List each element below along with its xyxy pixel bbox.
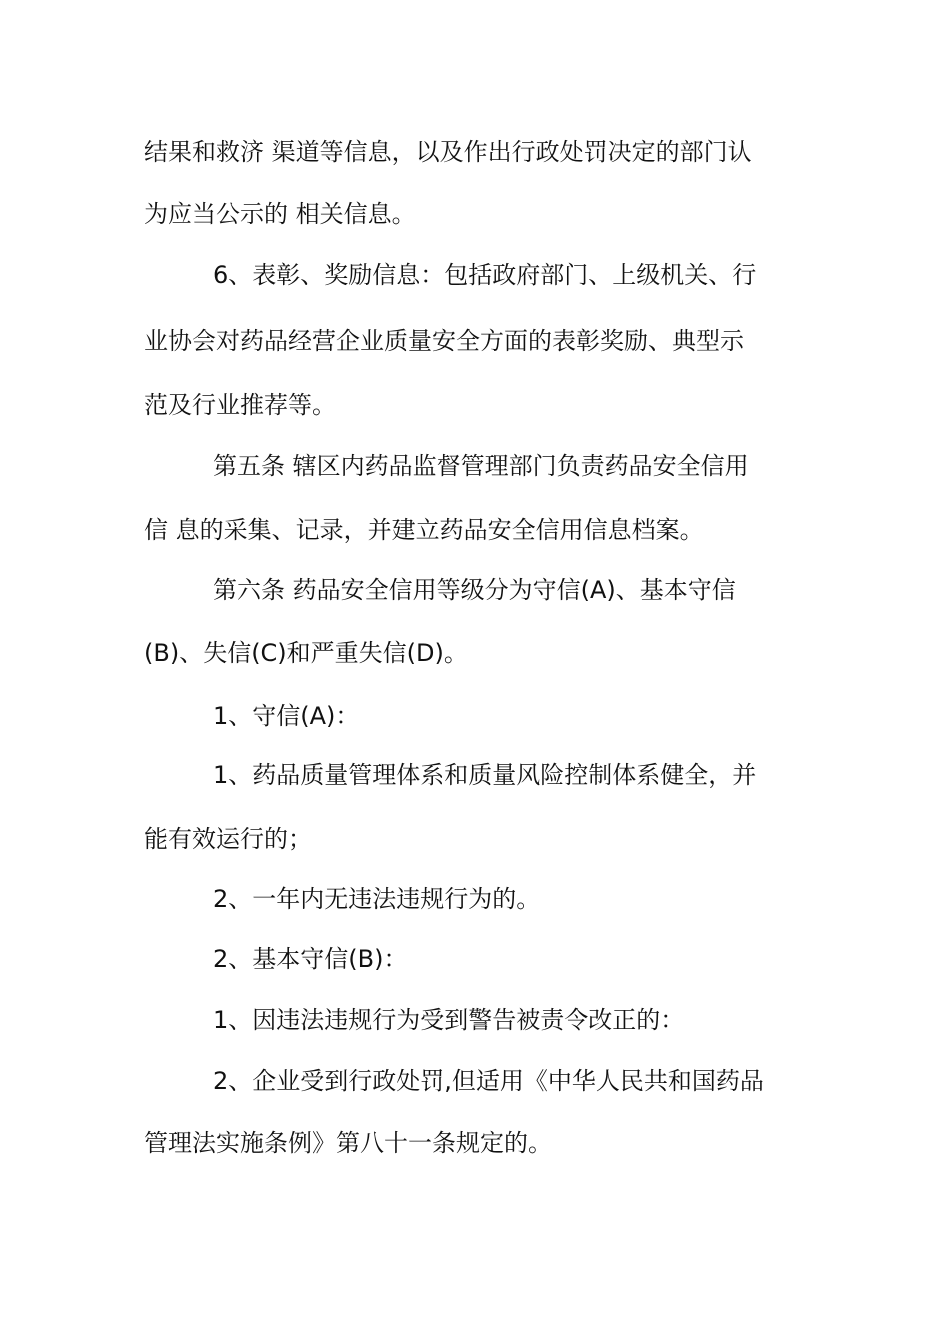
text-line: 业协会对药品经营企业质量安全方面的表彰奖励、典型示	[144, 327, 744, 355]
text-line: 范及行业推荐等。	[144, 391, 336, 419]
text-line: 2、一年内无违法违规行为的。	[213, 885, 541, 913]
text-line: 1、守信(A)：	[213, 702, 360, 730]
text-line: 结果和救济 渠道等信息，以及作出行政处罚决定的部门认	[144, 138, 752, 166]
text-line: 第五条 辖区内药品监督管理部门负责药品安全信用	[213, 452, 749, 480]
text-line: 信 息的采集、记录，并建立药品安全信用信息档案。	[144, 516, 704, 544]
text-line: (B)、失信(C)和严重失信(D)。	[144, 639, 468, 667]
text-line: 1、因违法违规行为受到警告被责令改正的：	[213, 1006, 685, 1034]
text-line: 2、企业受到行政处罚,但适用《中华人民共和国药品	[213, 1067, 764, 1095]
text-line: 第六条 药品安全信用等级分为守信(A)、基本守信	[213, 576, 736, 604]
text-line: 为应当公示的 相关信息。	[144, 200, 416, 228]
text-line: 2、基本守信(B)：	[213, 945, 408, 973]
text-line: 管理法实施条例》第八十一条规定的。	[144, 1129, 552, 1157]
text-line: 能有效运行的；	[144, 825, 312, 853]
text-line: 1、药品质量管理体系和质量风险控制体系健全，并	[213, 761, 757, 789]
text-line: 6、表彰、奖励信息：包括政府部门、上级机关、行	[213, 261, 757, 289]
